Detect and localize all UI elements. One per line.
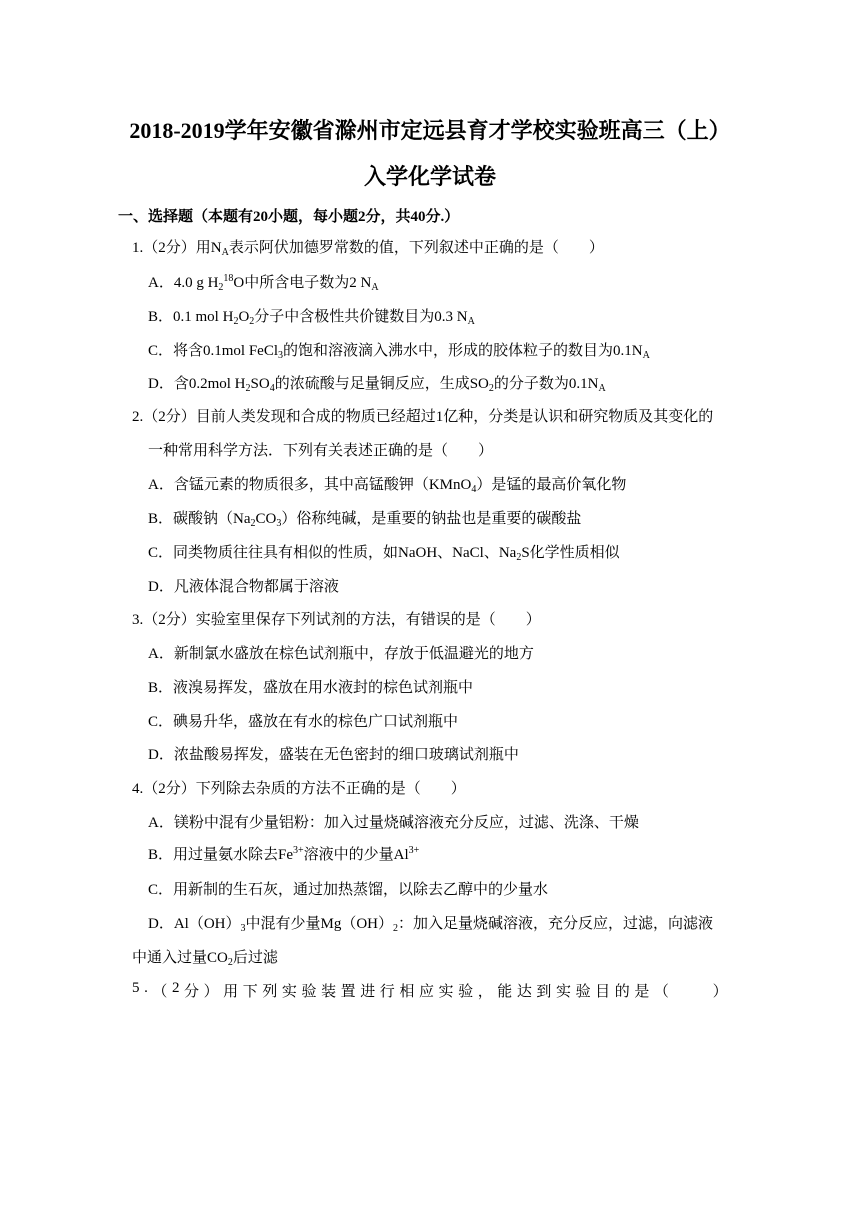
- question-1-option-b: B．0.1 mol $H_2O_2$分子中含极性共价键数目为0.3 $N_A$: [148, 309, 475, 327]
- question-2-option-b: B．碳酸钠$(Na_2CO_3)$俗称纯碱，是重要的钠盐也是重要的碳酸盐: [148, 511, 582, 529]
- question-1-option-c: C．将含0.1mol FeCl$_3$的饱和溶液滴入沸水中，形成的胶体粒子的数目为$0.1N_A$: [148, 343, 650, 361]
- question-4-option-a: A．镁粉中混有少量铝粉：加入过量烧碱溶液充分反应，过滤、洗涤、干燥: [148, 815, 639, 831]
- question-5-stem: 5 . （ 2 分 ） 用 下 列 实 验 装 置 进 行 相 应 实 验 ， 能 达 到 实 验 目 的 是 （ ）: [132, 980, 728, 1000]
- question-2-option-d: D．凡液体混合物都属于溶液: [148, 579, 339, 595]
- question-2-option-c: C．同类物质往往具有相似的性质，如NaOH、NaCl、$Na_2S$化学性质相似: [148, 545, 620, 563]
- question-2-stem-line1: 2.（2分）目前人类发现和合成的物质已经超过1亿种，分类是认识和研究物质及其变化的: [132, 409, 714, 425]
- question-4-stem: 4.（2分）下列除去杂质的方法不正确的是（ ）: [132, 781, 466, 797]
- question-1-stem: 1.（2分）用$N_A$表示阿伏加德罗常数的值，下列叙述中正确的是（ ）: [132, 240, 604, 258]
- section-heading: 一、选择题（本题有20小题，每小题2分，共40分.）: [118, 209, 460, 225]
- question-4-option-b: B．用过量氨水除去$Fe^{3+}$溶液中的少量$Al^{3+}$: [148, 845, 420, 863]
- question-3-option-d: D．浓盐酸易挥发，盛装在无色密封的细口玻璃试剂瓶中: [148, 747, 519, 763]
- question-3-option-c: C．碘易升华，盛放在有水的棕色广口试剂瓶中: [148, 714, 459, 730]
- document-title-line1: 2018-2019学年安徽省滁州市定远县育才学校实验班高三（上）: [129, 118, 731, 143]
- question-4-option-c: C．用新制的生石灰，通过加热蒸馏，以除去乙醇中的少量水: [148, 882, 549, 898]
- question-3-option-b: B．液溴易挥发，盛放在用水液封的棕色试剂瓶中: [148, 680, 474, 696]
- question-2-stem-line2: 一种常用科学方法．下列有关表述正确的是（ ）: [148, 443, 494, 459]
- question-3-stem: 3.（2分）实验室里保存下列试剂的方法，有错误的是（ ）: [132, 612, 541, 628]
- question-3-option-a: A．新制氯水盛放在棕色试剂瓶中，存放于低温避光的地方: [148, 646, 534, 662]
- question-4-option-d-continued: 中通入过量$CO_2$后过滤: [132, 950, 278, 968]
- question-1-option-d: D．含0.2mol $H_2SO_4$的浓硫酸与足量铜反应，生成$SO_2$的分子数为$0.1N_A$: [148, 376, 606, 394]
- question-2-option-a: A．含锰元素的物质很多，其中高锰酸钾（KMnO$_4$）是锰的最高价氧化物: [148, 477, 627, 495]
- question-4-option-d: D．$Al(OH)_3$中混有少量$Mg(OH)_2$：加入足量烧碱溶液，充分反应，过滤，向滤液: [148, 916, 714, 934]
- document-title-line2: 入学化学试卷: [363, 164, 496, 189]
- question-1-option-a: A．4.0 g $H_2^{18}O$中所含电子数为2 $N_A$: [148, 273, 379, 293]
